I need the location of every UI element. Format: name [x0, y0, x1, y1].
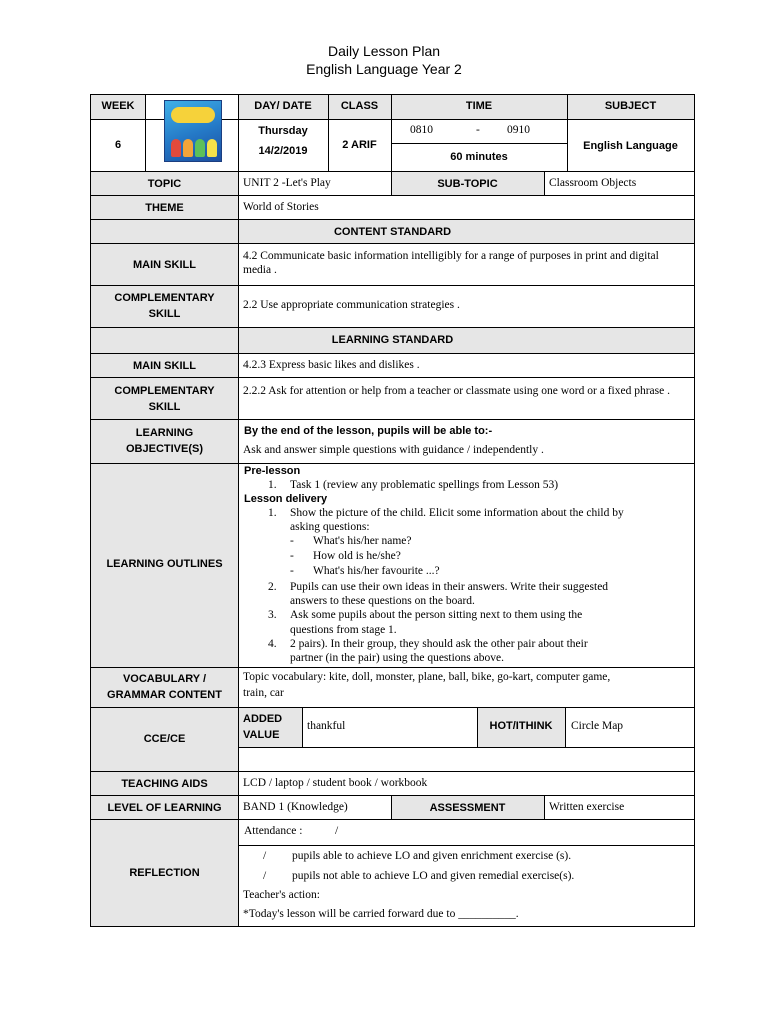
ls-main-skill-value: 4.2.3 Express basic likes and dislikes . [243, 359, 420, 371]
time-end: 0910 [507, 124, 530, 136]
cs-main-skill-label: MAIN SKILL [133, 259, 196, 271]
delivery-item-line: 2 pairs). In their group, they should ask the other pair about their [290, 638, 588, 650]
level-value: BAND 1 (Knowledge) [243, 801, 348, 813]
question-dash: - [290, 535, 294, 547]
reflection-slash: / [263, 850, 267, 862]
objectives-text: Ask and answer simple questions with guidance / independently . [243, 444, 544, 456]
duration-value: 60 minutes [450, 151, 508, 163]
day-value: Thursday [258, 125, 308, 137]
content-standard-heading: CONTENT STANDARD [333, 226, 452, 238]
theme-value: World of Stories [243, 201, 319, 213]
vocab-label: VOCABULARY / GRAMMAR CONTENT [107, 673, 222, 701]
delivery-item-line: Show the picture of the child. Elicit some information about the child by [290, 507, 624, 519]
level-label: LEVEL OF LEARNING [107, 802, 222, 814]
question-dash: - [290, 565, 294, 577]
ls-main-skill-label: MAIN SKILL [133, 360, 196, 372]
objectives-intro: By the end of the lesson, pupils will be able to:- [244, 425, 493, 437]
subtopic-value: Classroom Objects [549, 177, 637, 189]
teaching-aids-value: LCD / laptop / student book / workbook [243, 777, 428, 789]
theme-label: THEME [145, 202, 184, 214]
subject-label: SUBJECT [604, 100, 657, 112]
teacher-action: Teacher's action: [243, 889, 320, 901]
hot-label: HOT/ITHINK [489, 720, 553, 732]
vocab-line: train, car [243, 687, 284, 699]
delivery-item-line: asking questions: [290, 521, 370, 533]
reflection-line: pupils not able to achieve LO and given remedial exercise(s). [292, 870, 575, 882]
reflection-label: REFLECTION [129, 867, 200, 879]
cce-label: CCE/CE [143, 733, 186, 745]
delivery-item-line: Pupils can use their own ideas in their answers. Write their suggested [290, 581, 609, 593]
topic-label: TOPIC [147, 178, 182, 190]
subject-value: English Language [583, 140, 678, 152]
learning-standard-heading: LEARNING STANDARD [331, 334, 454, 346]
attendance-slash: / [335, 825, 339, 837]
delivery-item-line: answers to these questions on the board. [290, 595, 475, 607]
textbook-cover-icon [164, 100, 222, 162]
question-text: What's his/her name? [313, 535, 412, 547]
reflection-slash: / [263, 870, 267, 882]
class-value: 2 ARIF [342, 139, 377, 151]
delivery-item-line: questions from stage 1. [290, 624, 397, 636]
week-label: WEEK [101, 100, 135, 112]
time-dash: - [476, 124, 480, 136]
delivery-item-num: 1. [268, 507, 277, 519]
added-value-label: ADDED VALUE [243, 713, 283, 741]
pre-lesson-heading: Pre-lesson [244, 465, 301, 477]
delivery-item-line: Ask some pupils about the person sitting next to them using the [290, 609, 583, 621]
reflection-line: pupils able to achieve LO and given enrichment exercise (s). [292, 850, 572, 862]
question-dash: - [290, 550, 294, 562]
hot-value: Circle Map [571, 720, 624, 732]
attendance-label: Attendance : [244, 825, 303, 837]
teaching-aids-label: TEACHING AIDS [121, 778, 208, 790]
assessment-label: ASSESSMENT [429, 802, 506, 814]
delivery-item-num: 4. [268, 638, 277, 650]
added-value-text: thankful [307, 720, 346, 732]
delivery-item-num: 2. [268, 581, 277, 593]
date-value: 14/2/2019 [258, 145, 308, 157]
delivery-heading: Lesson delivery [244, 493, 328, 505]
question-text: How old is he/she? [313, 550, 401, 562]
cs-complementary-label: COMPLEMENTARY SKILL [114, 292, 215, 320]
time-start: 0810 [410, 124, 433, 136]
objectives-label: LEARNING OBJECTIVE(S) [125, 427, 203, 455]
cs-main-skill-value: 4.2 Communicate basic information intelligibly for a range of purposes in print and digital media . [243, 250, 659, 276]
time-label: TIME [465, 100, 493, 112]
assessment-value: Written exercise [549, 801, 625, 813]
daydate-label: DAY/ DATE [254, 100, 312, 112]
vocab-line: Topic vocabulary: kite, doll, monster, plane, ball, bike, go-kart, computer game, [243, 671, 611, 683]
carried-forward: *Today's lesson will be carried forward due to __________. [243, 908, 519, 920]
question-text: What's his/her favourite ...? [313, 565, 440, 577]
ls-complementary-label: COMPLEMENTARY SKILL [114, 385, 215, 413]
delivery-item-line: partner (in the pair) using the questions above. [290, 652, 504, 664]
subtopic-label: SUB-TOPIC [437, 178, 498, 190]
week-value: 6 [114, 139, 122, 151]
document-title: Daily Lesson Plan [327, 43, 441, 59]
pre-item-num: 1. [268, 479, 277, 491]
outlines-label: LEARNING OUTLINES [106, 558, 223, 570]
ls-complementary-value: 2.2.2 Ask for attention or help from a teacher or classmate using one word or a fixed phrase . [243, 385, 670, 397]
cs-complementary-value: 2.2 Use appropriate communication strategies . [243, 299, 460, 311]
delivery-item-num: 3. [268, 609, 277, 621]
pre-item-text: Task 1 (review any problematic spellings from Lesson 53) [290, 479, 559, 491]
topic-value: UNIT 2 -Let's Play [243, 177, 331, 189]
document-subtitle: English Language Year 2 [306, 61, 462, 77]
class-label: CLASS [340, 100, 379, 112]
